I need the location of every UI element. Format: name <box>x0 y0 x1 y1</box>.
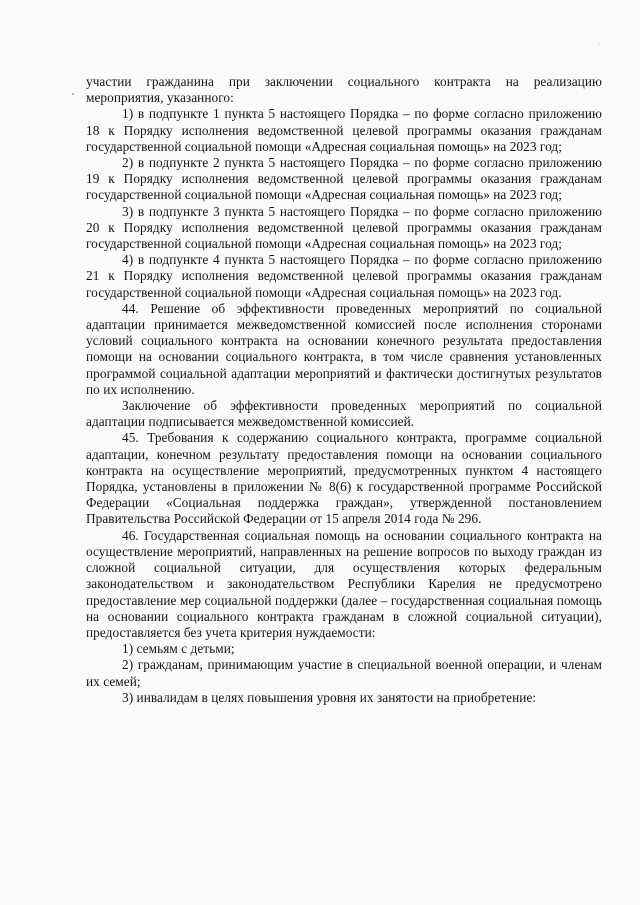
document-body <box>86 74 602 706</box>
list-item-2-form-19: 2) в подпункте 2 пункта 5 настоящего Порядка – по форме согласно приложению 19 к Порядку исполнения ведомственной целевой программы оказания гражданам государственной социальной помощи «Адресная социальная помощь» на 2023 год; <box>86 155 602 203</box>
list-item-4-form-21: 4) в подпункте 4 пункта 5 настоящего Порядка – по форме согласно приложению 21 к Порядку исполнения ведомственной целевой программы оказания гражданам государственной социальной помощи «Адресная социальная помощь» на 2023 год. <box>86 252 602 300</box>
list-item-families-with-children: 1) семьям с детьми; <box>122 641 235 657</box>
list-item-1-form-18: 1) в подпункте 1 пункта 5 настоящего Порядка – по форме согласно приложению 18 к Порядку исполнения ведомственной целевой программы оказания гражданам государственной социальной помощи «Адресная социальная помощь» на 2023 год; <box>86 106 602 154</box>
scan-speck <box>72 93 74 95</box>
paragraph-44: 44. Решение об эффективности проведенных мероприятий по социальной адаптации принимается межведомственной комиссией после исполнения сторонами условий социального контракта на основании конечного результата предоставления помощи на основании социального контракта, в том числе сравнения установленных программой социальной адаптации мероприятий и фактически достигнутых результатов по их исполнению. <box>86 300 602 397</box>
paragraph-45: 45. Требования к содержанию социального контракта, программе социальной адаптации, конечном результату предоставления помощи на основании социального контракта на осуществление мероприятий, предусмотренных пунктом 4 настоящего Порядка, установлены в приложении № 8(6) к государственной программе Российской Федерации «Социальная поддержка граждан», утвержденной постановлением Правительства Российской Федерации от 15 апреля 2014 года № 296. <box>86 430 602 527</box>
paragraph-continuation: участии гражданина при заключении социального контракта на реализацию мероприятия, указанного: <box>86 74 602 106</box>
list-item-svo-participants: 2) гражданам, принимающим участие в специальной военной операции, и членам их семей; <box>86 657 602 689</box>
paragraph-44-conclusion: Заключение об эффективности проведенных мероприятий по социальной адаптации подписывается межведомственной комиссией. <box>86 398 602 430</box>
paragraph-46: 46. Государственная социальная помощь на основании социального контракта на осуществление мероприятий, направленных на решение вопросов по выходу граждан из сложной социальной ситуации, для осуществления которых федеральным законодательством и законодательством Республики Карелия не предусмотрено предоставление мер социальной поддержки (далее – государственная социальная помощь на основании социального контракта гражданам в сложной социальной ситуации), предоставляется без учета критерия нуждаемости: <box>86 527 602 640</box>
list-item-3-form-20: 3) в подпункте 3 пункта 5 настоящего Порядка – по форме согласно приложению 20 к Порядку исполнения ведомственной целевой программы оказания гражданам государственной социальной помощи «Адресная социальная помощь» на 2023 год; <box>86 203 602 252</box>
corner-mark: · <box>598 40 601 48</box>
list-item-disabled-persons: 3) инвалидам в целях повышения уровня их занятости на приобретение: <box>122 689 537 705</box>
